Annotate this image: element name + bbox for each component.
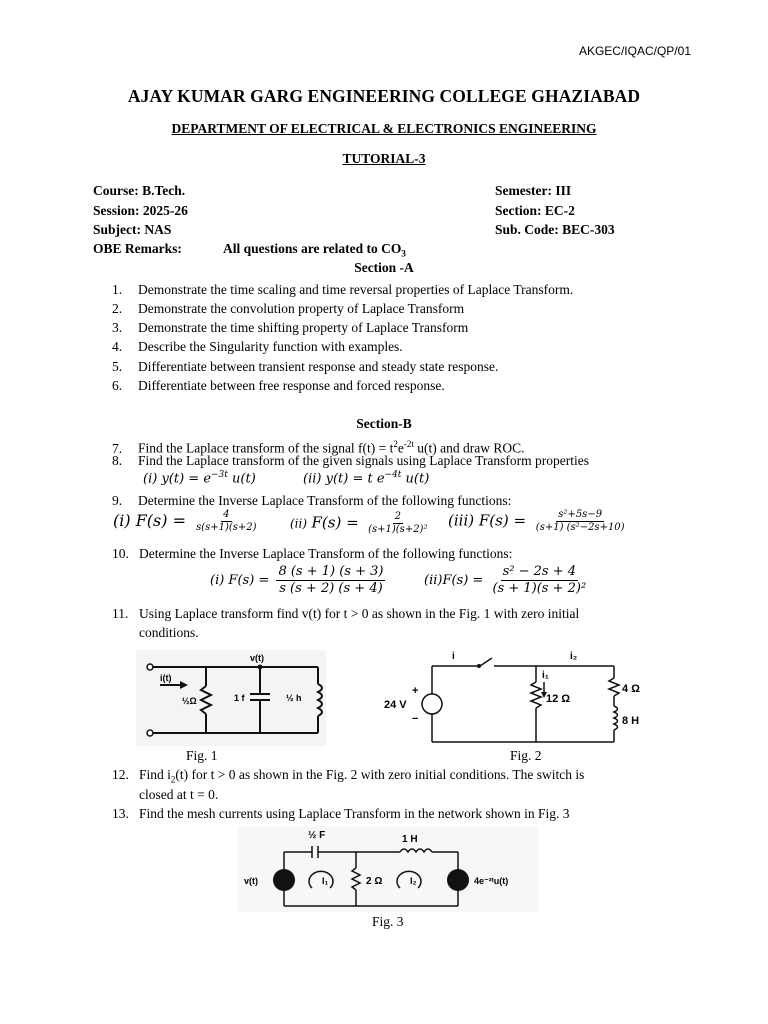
fig2-voltage-label: 24 V xyxy=(384,699,407,711)
figure-3-circuit xyxy=(238,826,538,912)
fig1-source-label: i(t) xyxy=(160,673,172,683)
fig3-resistor-label: 2 Ω xyxy=(366,876,383,887)
section-field: Section: EC-2 xyxy=(495,203,575,218)
question-6: 6. Differentiate between free response and forced response. xyxy=(112,378,445,393)
question-3: 3. Demonstrate the time shifting property of Laplace Transform xyxy=(112,320,469,335)
figure-1-circuit xyxy=(136,650,326,746)
fig1-resistor-label: ½Ω xyxy=(182,696,197,706)
fig3-mesh1-label: I₁ xyxy=(322,876,329,886)
question-12: 12. Find $i_2(t)$ for t > 0 as shown in the Fig. 2 with zero initial conditions. The switch is xyxy=(112,767,585,785)
fig1-inductor-label: ½ h xyxy=(286,693,302,703)
question-8: 8. Find the Laplace transform of the given signals using Laplace Transform properties xyxy=(112,453,590,468)
fig3-mesh2-label: I₂ xyxy=(410,876,417,886)
subject-field: Subject: NAS xyxy=(93,222,172,237)
question-7: 7. Find the Laplace transform of the signal $f(t) = t^2e^{-2t}$ u(t) and draw ROC. xyxy=(112,439,525,456)
fig3-capacitor-label: ½ F xyxy=(308,830,326,841)
question-1: 1. Demonstrate the time scaling and time reversal properties of Laplace Transform. xyxy=(112,282,574,297)
q8-expression-ii: (ii) y(t) = t $e^{-4t}$ u(t) xyxy=(303,470,430,487)
tutorial-title: TUTORIAL-3 xyxy=(342,151,426,166)
q10-expression-ii: (ii)F(s) = $\frac{\text{s² − 2s + 4}}{\text{(s + 1)(s + 2)²}}$ xyxy=(424,564,587,596)
obe-label: OBE Remarks: xyxy=(93,241,182,256)
question-11-continued: conditions. xyxy=(139,625,199,640)
session-field: Session: 2025-26 xyxy=(93,203,188,218)
document-id: AKGEC/IQAC/QP/01 xyxy=(578,44,691,58)
fig2-i2-label: i₂ xyxy=(570,651,578,662)
fig2-caption: Fig. 2 xyxy=(510,748,542,763)
fig2-i1-label: i₁ xyxy=(542,670,549,681)
fig3-source1-label: v(t) xyxy=(244,876,258,886)
sub-code-field: Sub. Code: BEC-303 xyxy=(495,222,615,237)
course-field: Course: B.Tech. xyxy=(93,183,186,198)
question-4: 4. Describe the Singularity function with examples. xyxy=(112,339,403,354)
q9-expression-ii: (ii) F(s) = $\frac{2}{\text{(s+1)(s+2)²}}$ xyxy=(290,511,428,535)
fig2-i-label: i xyxy=(452,651,455,662)
semester-field: Semester: III xyxy=(495,183,572,198)
fig2-r2-label: 4 Ω xyxy=(622,683,640,695)
question-12-continued: closed at t = 0. xyxy=(139,787,219,802)
question-9: 9. Determine the Inverse Laplace Transform of the following functions: xyxy=(112,493,512,508)
college-title: AJAY KUMAR GARG ENGINEERING COLLEGE GHAZIABAD xyxy=(127,86,641,106)
fig2-inductor-label: 8 H xyxy=(622,715,640,727)
fig1-node-label: v(t) xyxy=(250,653,264,663)
fig1-caption: Fig. 1 xyxy=(186,748,218,763)
fig2-plus-label: + xyxy=(412,685,419,697)
fig3-source2-label: 4e⁻²ᵗu(t) xyxy=(474,876,509,886)
department-title: DEPARTMENT OF ELECTRICAL & ELECTRONICS ENGINEERING xyxy=(171,121,597,136)
q9-expression-i: (i) F(s) = $\frac{4}{s(s+1)(s+2)}$ xyxy=(113,509,257,533)
question-11: 11. Using Laplace transform find v(t) for t > 0 as shown in the Fig. 1 with zero initial xyxy=(112,606,580,621)
fig2-r1-label: 12 Ω xyxy=(546,693,571,705)
question-2: 2. Demonstrate the convolution property of Laplace Transform xyxy=(112,301,465,316)
question-13: 13. Find the mesh currents using Laplace Transform in the network shown in Fig. 3 xyxy=(112,806,570,821)
fig2-minus-label: − xyxy=(412,713,419,725)
fig3-inductor-label: 1 H xyxy=(402,834,418,845)
q9-expression-iii: (iii) F(s) = $\frac{\text{s²+5s−9}}{\text{(s+1) (s²−2s+10)}}$ xyxy=(448,509,625,533)
figure-2-circuit xyxy=(380,646,640,746)
fig3-caption: Fig. 3 xyxy=(372,914,404,929)
fig1-capacitor-label: 1 f xyxy=(234,693,245,703)
obe-remarks: All questions are related to $CO_3$ xyxy=(223,241,406,259)
section-a-title: Section -A xyxy=(354,260,414,275)
question-5: 5. Differentiate between transient response and steady state response. xyxy=(112,359,499,374)
q10-expression-i: (i) F(s) = $\frac{8 (s + 1) (s + 3)}{s (s + 2) (s + 4)}$ xyxy=(210,564,384,596)
section-b-title: Section-B xyxy=(356,416,412,431)
question-10: 10. Determine the Inverse Laplace Transform of the following functions: xyxy=(112,546,513,561)
q8-expression-i: (i) $y(t) = e^{-3t}$ u(t) xyxy=(143,470,256,487)
